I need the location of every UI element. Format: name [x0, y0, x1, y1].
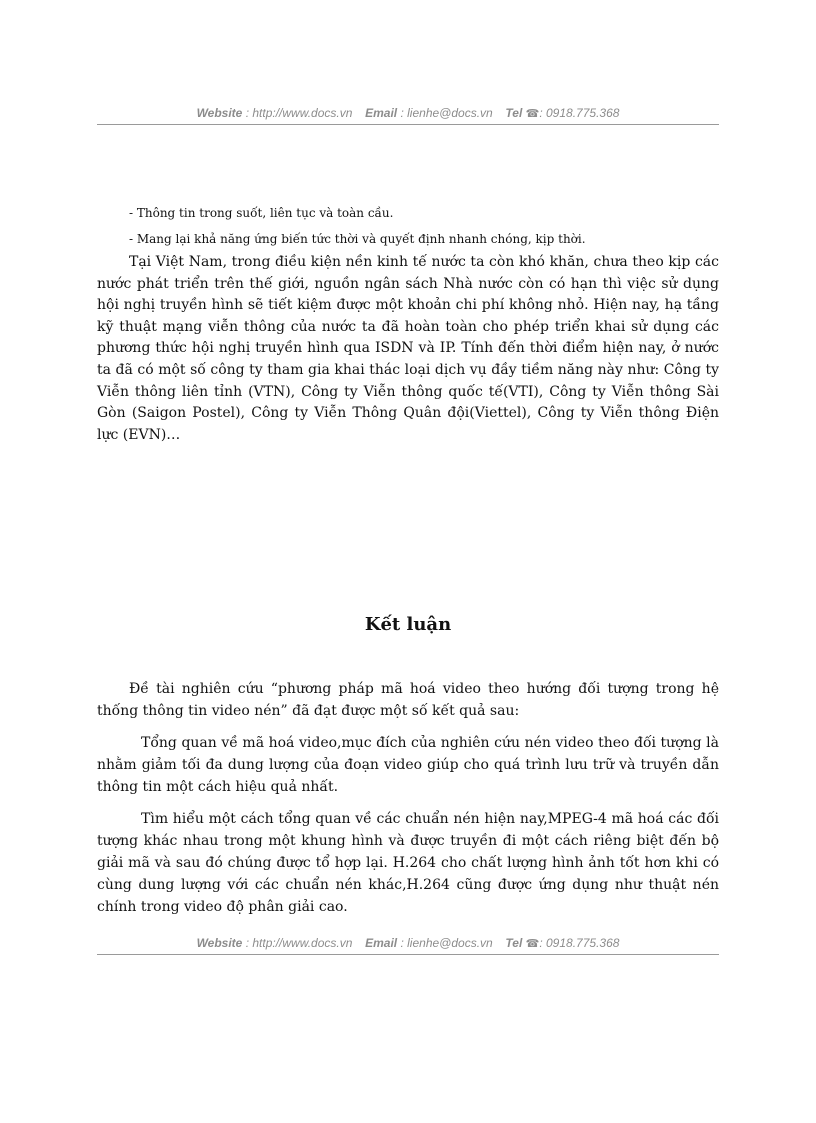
page-header: [97, 106, 719, 125]
tel-value: : 0918.775.368: [539, 936, 620, 950]
paragraph-video-overview: Tổng quan về mã hoá video,mục đích của nghiên cứu nén video theo đối tượng là nhằm giảm tối đa dung lượng của đoạn video giúp cho quá trình lưu trữ và truyền dẫn thông tin một cách hiệu quả nhất.: [97, 735, 719, 795]
email-label: Email: [365, 936, 398, 950]
paragraph-vietnam-context: Tại Việt Nam, trong điều kiện nền kinh tế nước ta còn khó khăn, chưa theo kịp các nước phát triển trên thế giới, nguồn ngân sách Nhà nước còn có hạn thì việc sử dụng hội nghị truyền hình sẽ tiết kiệm được một khoản chi phí không nhỏ. Hiện nay, hạ tầng kỹ thuật mạng viễn thông của nước ta đã hoàn toàn cho phép triển khai sử dụng các phương thức hội nghị truyền hình qua ISDN và IP. Tính đến thời điểm hiện nay, ở nước ta đã có một số công ty tham gia khai thác loại dịch vụ đầy tiềm năng này như: Công ty Viễn thông liên tỉnh (VTN), Công ty Viễn thông quốc tế(VTI), Công ty Viễn thông Sài Gòn (Saigon Postel), Công ty Viễn Thông Quân đội(Viettel), Công ty Viễn thông Điện lực (EVN)…: [97, 254, 719, 443]
email-value: : lienhe@docs.vn: [400, 936, 493, 950]
paragraph-standards-overview: Tìm hiểu một cách tổng quan về các chuẩn nén hiện nay,MPEG-4 mã hoá các đối tượng khác nhau trong một khung hình và được truyền đi một cách riêng biệt đến bộ giải mã và sau đó chúng được tổ hợp lại. H.264 cho chất lượng hình ảnh tốt hơn khi có cùng dung lượng với các chuẩn nén khác,H.264 cũng được ứng dụng như thuật nén chính trong video độ phân giải cao.: [97, 811, 719, 915]
page-footer: [97, 936, 719, 955]
bullet-item: - Thông tin trong suốt, liên tục và toàn cầu.: [129, 206, 394, 220]
email-label: Email: [365, 106, 398, 120]
tel-label: Tel: [505, 106, 523, 120]
website-value: : http://www.docs.vn: [245, 106, 353, 120]
tel-value: : 0918.775.368: [539, 106, 620, 120]
website-label: Website: [196, 936, 243, 950]
email-value: : lienhe@docs.vn: [400, 106, 493, 120]
bullet-item: - Mang lại khả năng ứng biến tức thời và quyết định nhanh chóng, kịp thời.: [129, 232, 586, 246]
website-value: : http://www.docs.vn: [245, 936, 353, 950]
paragraph-conclusion-intro: Đề tài nghiên cứu “phương pháp mã hoá video theo hướng đối tượng trong hệ thống thông tin video nén” đã đạt được một số kết quả sau:: [97, 681, 719, 719]
section-title: Kết luận: [364, 614, 452, 635]
telephone-icon: ☎: [525, 108, 540, 120]
website-label: Website: [196, 106, 243, 120]
telephone-icon: ☎: [525, 938, 540, 950]
tel-label: Tel: [505, 936, 523, 950]
bullet-list: [97, 200, 719, 252]
